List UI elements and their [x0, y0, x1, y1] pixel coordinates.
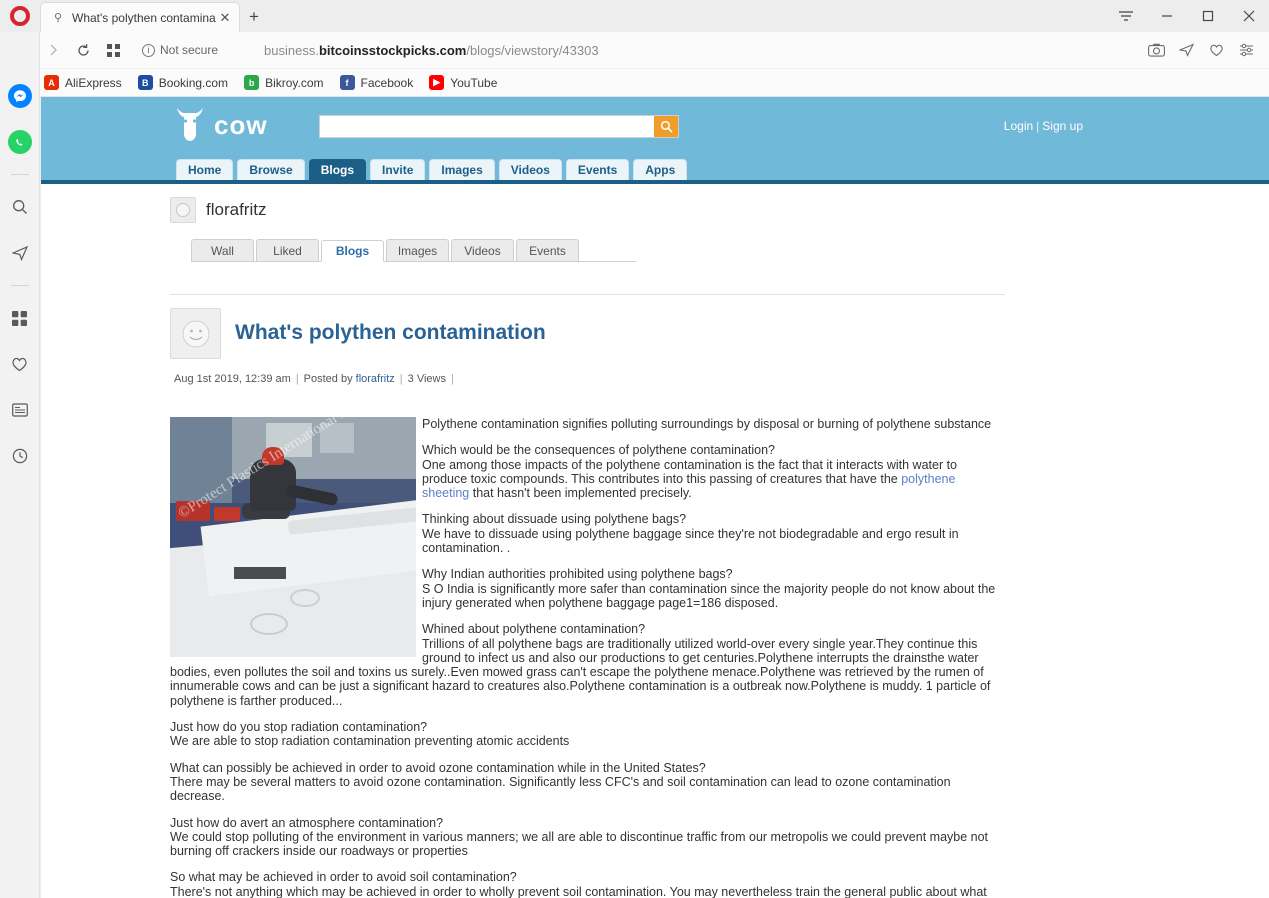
bookmark-label: Booking.com: [158, 75, 229, 90]
browser-tab[interactable]: [40, 2, 240, 32]
security-label: Not secure: [160, 43, 219, 57]
bookmark-bikroy[interactable]: [244, 75, 323, 90]
browser-sidebar: [0, 32, 40, 898]
site-logo-text: cow: [214, 109, 268, 140]
post-paragraph-6: [170, 720, 1005, 749]
search-input[interactable]: [320, 116, 654, 137]
sidebar-item-favorites[interactable]: [4, 348, 36, 380]
post-answer-5: We are able to stop radiation contamination preventing atomic accidents: [170, 734, 570, 749]
forward-icon[interactable]: [38, 36, 68, 64]
subtab-wall[interactable]: Wall: [191, 239, 254, 261]
security-indicator[interactable]: [142, 43, 218, 57]
post-paragraph-1: Polythene contamination signifies polluting surroundings by disposal or burning of polythene substance: [422, 417, 992, 431]
site-main-nav: [176, 159, 691, 180]
auth-links: Login | Sign up: [1003, 119, 1083, 133]
login-link[interactable]: Login: [1003, 119, 1034, 133]
sidebar-divider: [11, 174, 29, 175]
bookmark-label: Facebook: [360, 75, 414, 90]
post-body: [170, 417, 1005, 898]
post-title[interactable]: What's polythen contamination: [235, 321, 546, 344]
speed-dial-icon[interactable]: [98, 36, 128, 64]
sidebar-divider: [11, 285, 29, 286]
post-question-8: So what may be achieved in order to avoid soil contamination?: [170, 870, 517, 885]
magnifier-icon: [660, 120, 673, 133]
url-text: [264, 43, 599, 58]
site-header: [41, 97, 1269, 180]
camera-icon[interactable]: [1141, 36, 1171, 64]
messenger-icon: [8, 84, 32, 108]
nav-tab-videos[interactable]: Videos: [499, 159, 562, 180]
post-author-avatar[interactable]: [170, 308, 221, 359]
sidebar-item-history[interactable]: [4, 440, 36, 472]
bookmark-label: Bikroy.com: [265, 75, 324, 90]
post-question-4: Whined about polythene contamination?: [422, 622, 646, 637]
subtab-liked[interactable]: Liked: [256, 239, 319, 261]
sidebar-item-news[interactable]: [4, 394, 36, 426]
minimize-button[interactable]: [1146, 0, 1187, 32]
booking-icon: B: [138, 75, 153, 90]
post-meta: Aug 1st 2019, 12:39 am | Posted by florafritz | 3 Views |: [174, 373, 454, 385]
url-prefix: business.: [264, 42, 319, 58]
site-logo[interactable]: [170, 104, 268, 146]
tab-title: What's polythen contamina: [72, 10, 216, 25]
page-viewport: [41, 97, 1269, 898]
posted-by-label: Posted by: [303, 373, 353, 385]
post-question-1: Which would be the consequences of polythene contamination?: [422, 443, 776, 458]
url-suffix: /blogs/viewstory/43303: [466, 42, 599, 58]
heart-icon[interactable]: [1201, 36, 1231, 64]
cow-logo-icon: [170, 104, 210, 146]
subtab-videos[interactable]: Videos: [451, 239, 514, 261]
post-answer-4: Trillions of all polythene bags are traditionally utilized world-over every single year.They continue this ground to infect us and also our productions to get centuries.Polythene interrupts the drainsthe water bodies, even pollutes the soil and toxins us surely..Even mowed grass can't escape the polythene menace.Polythene was retrieved by the rumen of innumerable cows and can be just a significant hazard to creatures also.Polythene contamination is a outbreak now.Polythene is muddy. 1 particle of polythene is farther produced...: [170, 636, 991, 708]
post-header: [170, 308, 1005, 359]
profile-header: [41, 184, 1269, 223]
profile-subtabs: [191, 239, 636, 262]
aliexpress-icon: A: [44, 75, 59, 90]
url-domain: bitcoinsstockpicks.com: [318, 42, 467, 58]
web-page: [41, 97, 1269, 898]
nav-tab-events[interactable]: Events: [566, 159, 629, 180]
profile-avatar[interactable]: [170, 197, 196, 223]
blog-post: [170, 294, 1005, 898]
opera-logo-icon: [0, 0, 40, 32]
titlebar: [0, 0, 1269, 32]
post-answer-2: We have to dissuade using polythene baggage since they're not biodegradable and ergo result in contamination. .: [422, 526, 959, 556]
post-answer-3: S O India is significantly more safer than contamination since the majority people do not know about the injury generated when polythene baggage page1=186 disposed.: [422, 581, 996, 610]
site-search[interactable]: [319, 115, 679, 138]
reload-icon[interactable]: [68, 36, 98, 64]
bookmark-facebook[interactable]: [340, 75, 414, 90]
window-menu-icon[interactable]: [1105, 0, 1146, 32]
address-bar[interactable]: [134, 36, 1141, 64]
window-controls: [1105, 0, 1269, 32]
whatsapp-icon: [8, 130, 32, 154]
bikroy-icon: b: [244, 75, 259, 90]
sidebar-item-messenger[interactable]: [4, 80, 36, 112]
post-answer-1-intro: One among those impacts of the polythene contamination is the fact that it interacts with water to produce toxic compounds. This contributes into this passing of creatures that have the: [422, 457, 958, 486]
nav-tab-browse[interactable]: Browse: [237, 159, 304, 180]
sidebar-item-search[interactable]: [4, 191, 36, 223]
info-icon: i: [142, 44, 155, 57]
post-question-2: Thinking about dissuade using polythene bags?: [422, 512, 687, 527]
post-question-5: Just how do you stop radiation contamination?: [170, 720, 428, 735]
post-views: 3 Views: [407, 373, 446, 385]
settings-icon[interactable]: [1231, 36, 1261, 64]
bookmarks-bar: [0, 69, 1269, 97]
sidebar-item-speed-dial[interactable]: [4, 302, 36, 334]
image-watermark: ©Protect Plastics International: [175, 417, 340, 522]
bookmark-label: YouTube: [450, 75, 498, 90]
nav-tab-invite[interactable]: Invite: [370, 159, 425, 180]
post-image: [170, 417, 416, 657]
tab-close-icon[interactable]: ✕: [219, 9, 231, 25]
sidebar-item-telegram[interactable]: [4, 237, 36, 269]
bookmark-booking[interactable]: [138, 75, 228, 90]
post-question-3: Why Indian authorities prohibited using polythene bags?: [422, 567, 733, 582]
post-author-link[interactable]: florafritz: [355, 373, 395, 385]
nav-tab-blogs[interactable]: Blogs: [309, 159, 366, 180]
search-button[interactable]: [654, 116, 678, 137]
sidebar-item-whatsapp[interactable]: [4, 126, 36, 158]
post-answer-6: There may be several matters to avoid ozone contamination. Significantly less CFC's and soil contamination can lead to ozone contamination decrease.: [170, 774, 951, 804]
post-paragraph-7: [170, 761, 1005, 804]
post-date: Aug 1st 2019, 12:39 am: [174, 373, 291, 385]
bookmark-label: AliExpress: [65, 75, 122, 90]
subtab-images[interactable]: Images: [386, 239, 449, 261]
post-paragraph-9: [170, 870, 1005, 898]
subtab-events[interactable]: Events: [516, 239, 579, 261]
nav-tab-images[interactable]: Images: [429, 159, 494, 180]
navbar-actions: [1141, 36, 1261, 64]
profile-username: florafritz: [206, 200, 267, 219]
page-content: [41, 184, 1269, 898]
post-paragraph-8: [170, 816, 1005, 859]
send-icon[interactable]: [1171, 36, 1201, 64]
post-question-6: What can possibly be achieved in order to avoid ozone contamination while in the United States?: [170, 760, 706, 775]
subtab-blogs[interactable]: Blogs: [321, 240, 384, 262]
site-favicon-icon: ⚲: [53, 12, 63, 24]
nav-tab-apps[interactable]: Apps: [633, 159, 687, 180]
close-window-button[interactable]: [1228, 0, 1269, 32]
nav-tab-home[interactable]: Home: [176, 159, 233, 180]
new-tab-button[interactable]: +: [249, 7, 259, 26]
signup-link[interactable]: Sign up: [1042, 119, 1083, 133]
smiley-icon: [181, 319, 211, 349]
post-question-7: Just how do avert an atmosphere contamination?: [170, 815, 444, 830]
bookmark-aliexpress[interactable]: [44, 75, 122, 90]
facebook-icon: f: [340, 75, 355, 90]
navigation-bar: [0, 32, 1269, 69]
polythene-sheeting-link[interactable]: polythene sheeting: [422, 471, 956, 501]
post-answer-7: We could stop polluting of the environment in various manners; we all are able to discontinue traffic from our metropolis we could prevent maybe not burning off crackers inside our roadways or properties: [170, 829, 989, 859]
post-answer-1-outro: that hasn't been implemented precisely.: [469, 486, 692, 501]
post-answer-8: There's not anything which may be achieved in order to wholly prevent soil contamination. You may nevertheless train the general public about what: [170, 884, 987, 898]
youtube-icon: ▶: [429, 75, 444, 90]
bookmark-youtube[interactable]: [429, 75, 497, 90]
maximize-button[interactable]: [1187, 0, 1228, 32]
